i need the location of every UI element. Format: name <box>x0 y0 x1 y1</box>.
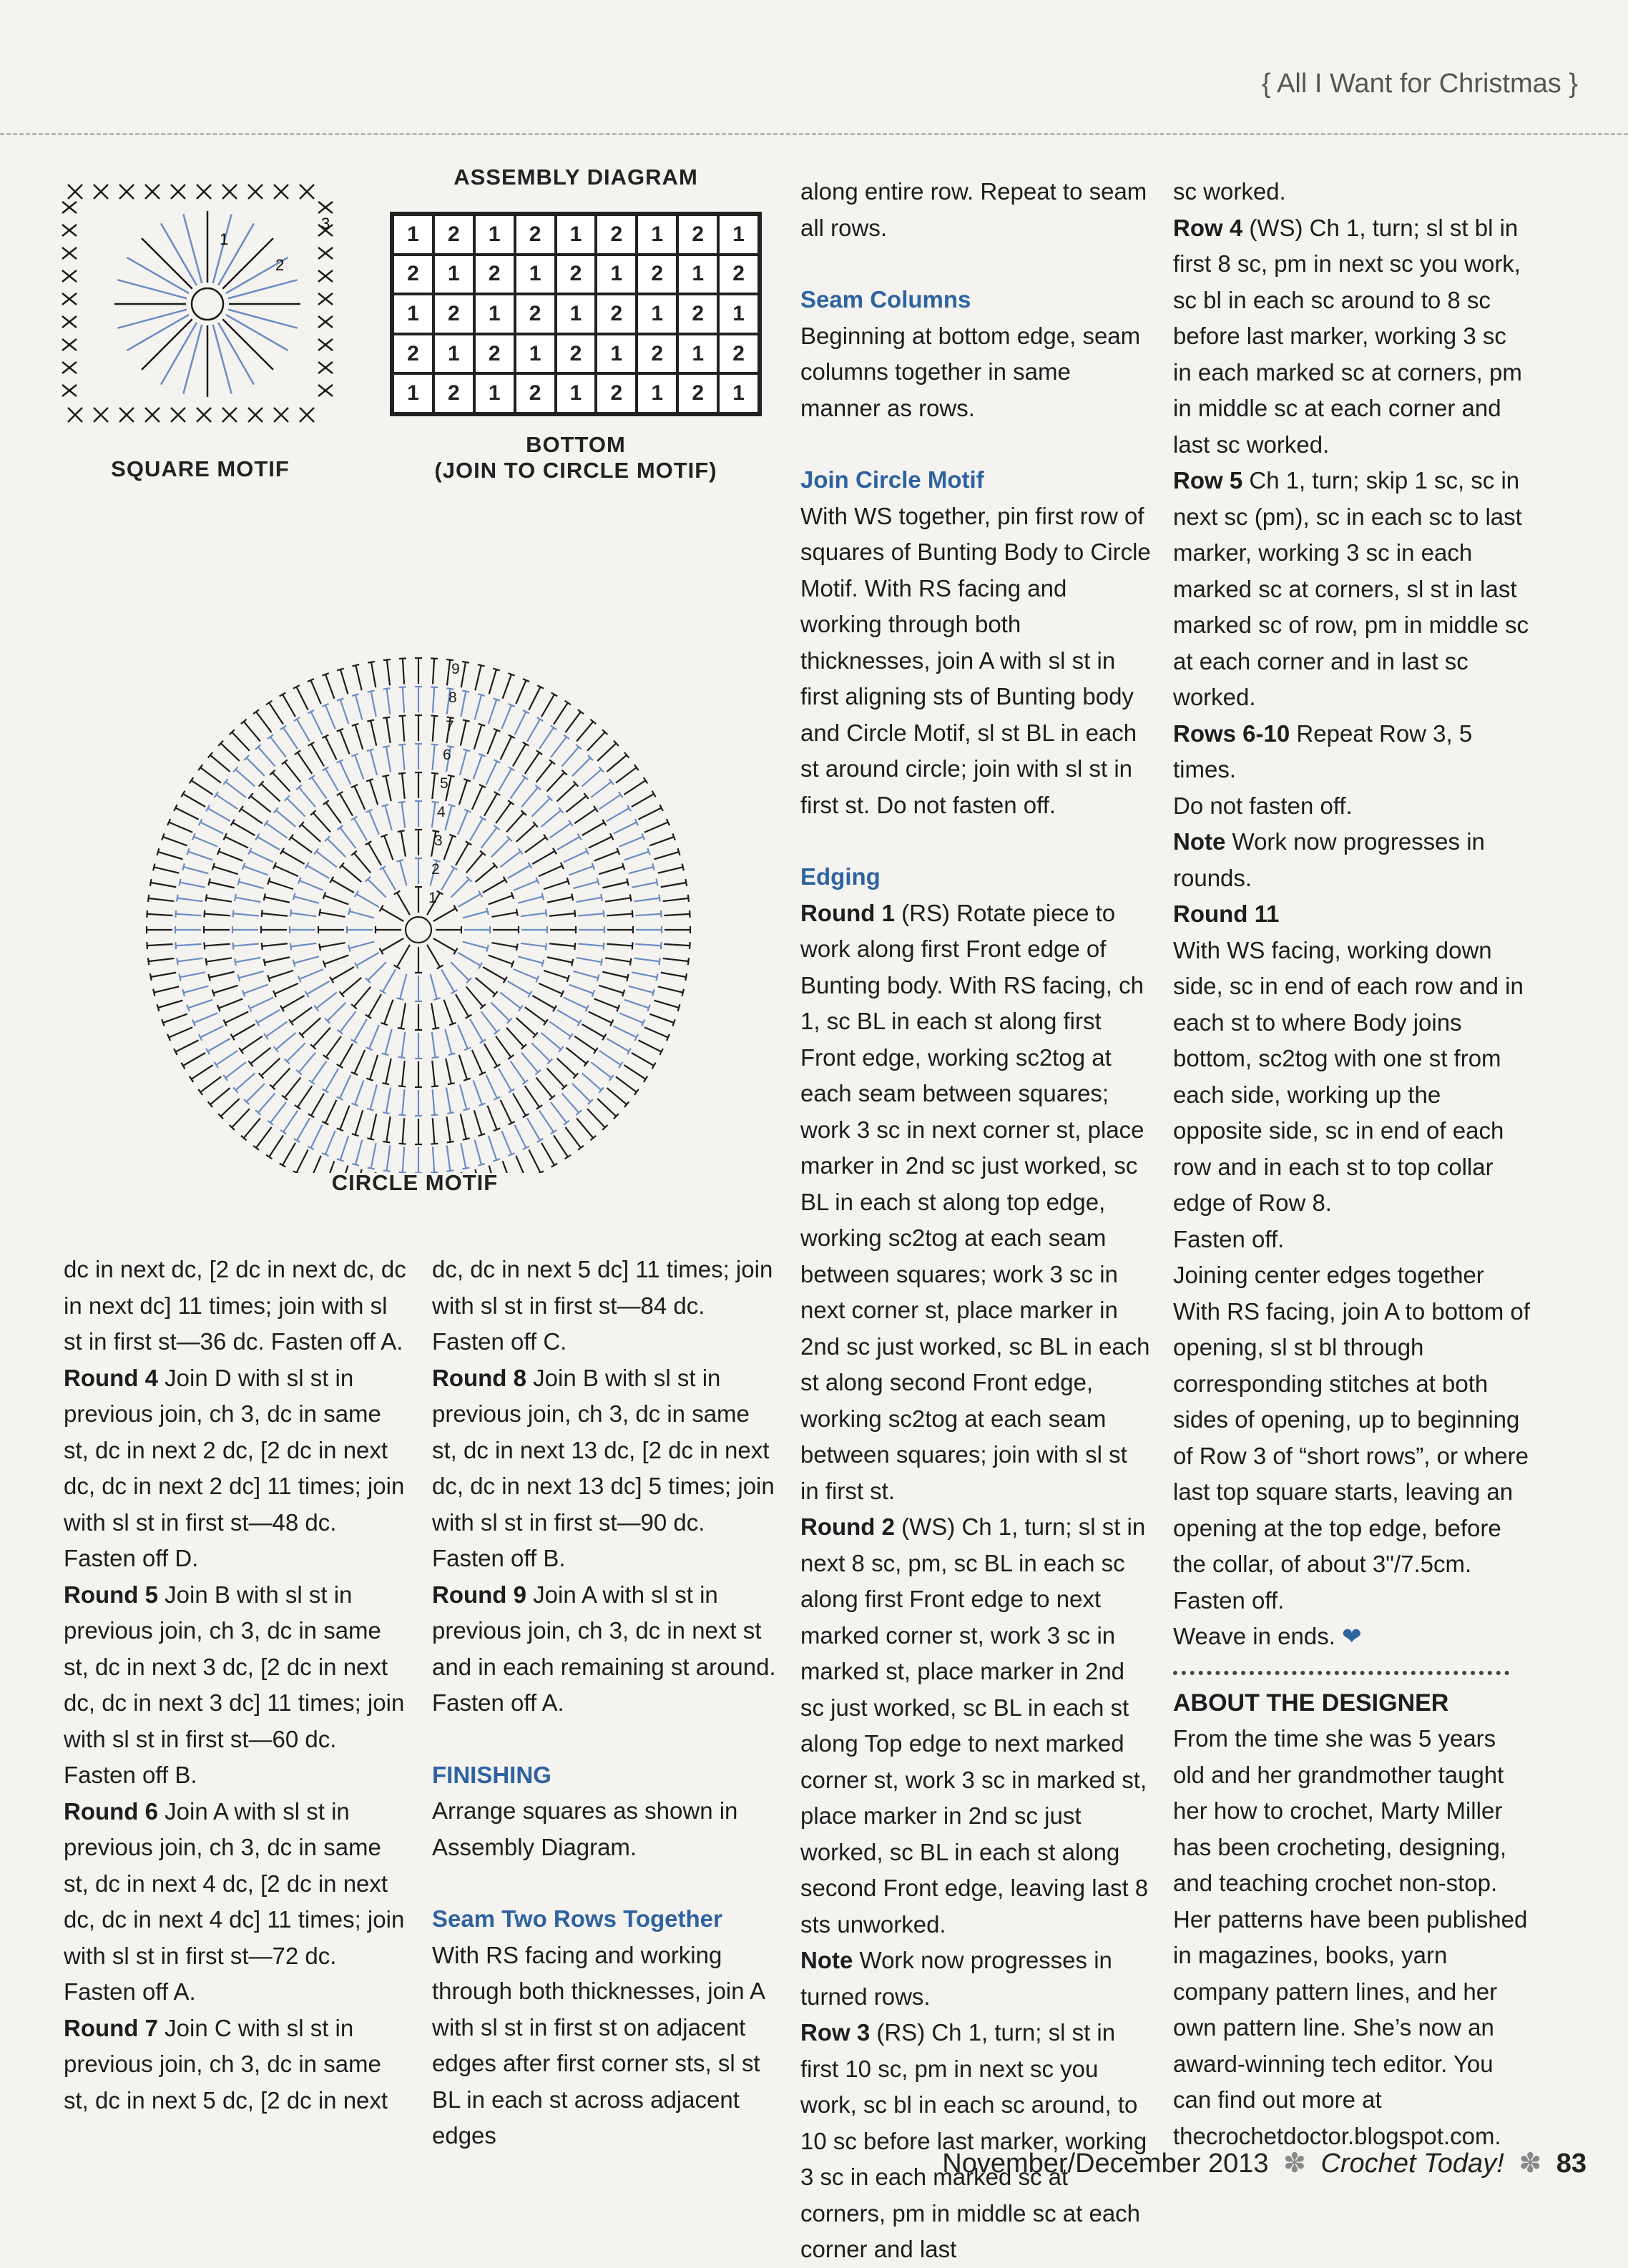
grid-cell: 2 <box>596 373 637 413</box>
grid-cell: 1 <box>393 215 433 255</box>
grid-cell: 2 <box>677 294 718 334</box>
about-designer-title: ABOUT THE DESIGNER <box>1173 1689 1449 1717</box>
instruction-text: Joining center edges together <box>1173 1262 1484 1288</box>
instruction-step <box>1173 463 1531 716</box>
grid-cell: 1 <box>718 373 759 413</box>
header-divider <box>0 133 1628 135</box>
grid-cell: 2 <box>433 215 474 255</box>
grid-cell: 1 <box>393 373 433 413</box>
step-text: (WS) Ch 1, turn; sl st bl in first 8 sc, pm in next sc you work, sc bl in each sc around to 8 sc before last marker, working 3 sc in each marked sc at corners, pm in middle sc at each corner and last sc worked. <box>1173 214 1522 458</box>
section-heading: Edging <box>800 863 881 890</box>
heart-icon: ❤ <box>1342 1623 1362 1649</box>
section-heading: FINISHING <box>432 1761 551 1788</box>
text-column-2 <box>432 1252 779 2154</box>
grid-cell: 2 <box>556 255 597 295</box>
grid-cell: 1 <box>474 294 515 334</box>
grid-cell: 1 <box>677 255 718 295</box>
square-round-2-number: 2 <box>275 256 285 274</box>
section-heading: Join Circle Motif <box>800 466 984 493</box>
bottom-join-label: (JOIN TO CIRCLE MOTIF) <box>434 458 717 483</box>
spacer <box>432 1865 779 1901</box>
grid-cell: 1 <box>556 294 597 334</box>
instruction-step <box>800 2015 1151 2268</box>
grid-cell: 1 <box>474 373 515 413</box>
circle-round-number: 4 <box>437 804 446 820</box>
spacer <box>800 823 1151 859</box>
step-label: Row 4 <box>1173 214 1243 241</box>
grid-cell: 1 <box>556 373 597 413</box>
flower-icon: ✽ <box>1519 2149 1542 2179</box>
grid-cell: 1 <box>515 255 556 295</box>
grid-cell: 2 <box>677 215 718 255</box>
instruction-step <box>800 1943 1151 2015</box>
instruction-text: Beginning at bottom edge, seam columns together in same manner as rows. <box>800 322 1141 421</box>
instruction-text: Fasten off. <box>1173 1586 1285 1614</box>
step-text: Weave in ends. <box>1173 1623 1343 1649</box>
grid-cell: 1 <box>718 215 759 255</box>
grid-cell: 2 <box>637 334 677 374</box>
step-label: Note <box>800 1947 853 1973</box>
grid-cell: 2 <box>718 255 759 295</box>
grid-cell: 1 <box>556 215 597 255</box>
step-label: Row 3 <box>800 2019 871 2046</box>
bottom-label: BOTTOM <box>526 432 626 457</box>
instruction-text: Do not fasten off. <box>1173 792 1353 819</box>
step-label: Round 8 <box>432 1364 526 1391</box>
grid-cell: 1 <box>637 373 677 413</box>
grid-cell: 1 <box>677 334 718 374</box>
grid-cell: 1 <box>596 334 637 374</box>
spacer <box>800 426 1151 462</box>
instruction-text: dc in next dc, [2 dc in next dc, dc in next dc] 11 times; join with sl st in first st—36 dc. Fasten off A. <box>64 1256 406 1355</box>
spacer <box>800 246 1151 282</box>
step-text: (WS) Ch 1, turn; sl st in next 8 sc, pm, sc BL in each sc along first Front edge to next marked corner st, work 3 sc in marked st, place marker in 2nd sc just worked, sc BL in each st along Top edge to next marked corner st, work 3 sc in marked st, place marker in 2nd sc just worked, sc BL in each st along second Front edge, leaving last 8 sts unworked. <box>800 1513 1149 1938</box>
text-column-4 <box>1173 174 1531 2154</box>
round-heading <box>1173 896 1531 933</box>
grid-cell: 2 <box>393 334 433 374</box>
grid-cell: 2 <box>393 255 433 295</box>
step-label: Rows 6-10 <box>1173 720 1290 747</box>
circle-round-number: 3 <box>434 833 443 849</box>
instruction-text: With RS facing, join A to bottom of opening, sl st bl through corresponding stitches at both sides of opening, up to beginning of Row 3 of “short rows”, or where last top square starts, leaving an opening at the top edge, before the collar, of about 3"/7.5cm. <box>1173 1297 1530 1577</box>
grid-cell: 2 <box>433 373 474 413</box>
text-column-1 <box>64 1252 411 2119</box>
instruction-text: With WS facing, working down side, sc in end of each row and in each st to where Body joins bottom, sc2tog with one st from each side, working up the opposite side, sc in end of each row and in each st to top collar edge of Row 8. <box>1173 936 1524 1216</box>
step-label: Round 6 <box>64 1797 158 1825</box>
square-round-1-number: 1 <box>220 230 229 248</box>
step-label: Round 4 <box>64 1364 158 1391</box>
circle-motif-label: CIRCLE MOTIF <box>331 1170 499 1195</box>
section-header: { All I Want for Christmas } <box>1261 69 1578 99</box>
instruction-step <box>1173 210 1531 463</box>
section-heading: Seam Two Rows Together <box>432 1905 722 1932</box>
grid-cell: 2 <box>596 215 637 255</box>
step-text: Ch 1, turn; skip 1 sc, sc in next sc (pm), sc in each sc to last marker, working 3 sc in each marked sc at corners, sl st in last marked sc of row, pm in middle sc at each corner and in last sc worked. <box>1173 467 1529 710</box>
step-label: Round 2 <box>800 1513 895 1540</box>
text-column-3 <box>800 174 1151 2268</box>
step-text: (RS) Rotate piece to work along first Front edge of Bunting body. With RS facing, ch 1, sc BL in each st along first Front edge, working sc2tog at each seam between squares; work 3 sc in next corner st, place marker in 2nd sc just worked, sc BL in each st along top edge, working sc2tog at each seam between squares; work 3 sc in next corner st, place marker in 2nd sc just worked, sc BL in each st along second Front edge, working sc2tog at each seam between squares; join with sl st in first st. <box>800 899 1150 1504</box>
step-text: Join A with sl st in previous join, ch 3, dc in same st, dc in next 4 dc, [2 dc in next dc, dc in next 4 dc] 11 times; join with sl st in first st—72 dc. Fasten off A. <box>64 1797 405 2005</box>
grid-cell: 1 <box>637 215 677 255</box>
about-divider <box>1173 1671 1509 1675</box>
instruction-step <box>1173 824 1531 896</box>
grid-cell: 2 <box>718 334 759 374</box>
circle-round-number: 9 <box>451 661 460 677</box>
instruction-step <box>800 1509 1151 1943</box>
instruction-step <box>64 1360 411 1577</box>
step-text: Join C with sl st in previous join, ch 3, dc in same st, dc in next 5 dc, [2 dc in next <box>64 2014 388 2114</box>
grid-cell: 2 <box>677 373 718 413</box>
grid-cell: 1 <box>596 255 637 295</box>
step-text: Work now progresses in turned rows. <box>800 1947 1112 2010</box>
grid-cell: 2 <box>515 215 556 255</box>
step-label: Note <box>1173 828 1226 855</box>
square-motif-label: SQUARE MOTIF <box>111 456 290 481</box>
flower-icon: ✽ <box>1283 2149 1306 2179</box>
instruction-text: sc worked. <box>1173 178 1286 205</box>
grid-cell: 1 <box>433 255 474 295</box>
step-label: Round 1 <box>800 899 895 926</box>
grid-cell: 1 <box>474 215 515 255</box>
grid-cell: 2 <box>637 255 677 295</box>
grid-cell: 1 <box>718 294 759 334</box>
final-step <box>1173 1619 1531 1655</box>
about-designer-text: From the time she was 5 years old and her grandmother taught her how to crochet, Marty Miller has been crocheting, designing, and teaching crochet non-stop. Her patterns have been published in magazines, books, yarn company pattern lines, and her own pattern line. She’s now an award-winning tech editor. You can find out more at thecrochetdoctor.blogspot.com. <box>1173 1725 1528 2149</box>
circle-round-number: 5 <box>440 775 448 792</box>
step-text: Join B with sl st in previous join, ch 3, dc in same st, dc in next 3 dc, [2 dc in next dc, dc in next 3 dc] 11 times; join with sl st in first st—60 dc. Fasten off B. <box>64 1581 405 1788</box>
step-label: Round 5 <box>64 1581 158 1608</box>
instruction-step <box>1173 716 1531 788</box>
instruction-text: Fasten off. <box>1173 1225 1285 1252</box>
square-round-3-number: 3 <box>321 215 330 232</box>
grid-cell: 2 <box>515 373 556 413</box>
magazine-name: Crochet Today! <box>1320 2149 1504 2179</box>
instruction-step <box>64 1794 411 2011</box>
assembly-grid <box>390 212 762 416</box>
step-text: Join A with sl st in previous join, ch 3, dc in next st and in each remaining st around. Fasten off A. <box>432 1581 776 1716</box>
instruction-text: dc, dc in next 5 dc] 11 times; join with sl st in first st—84 dc. Fasten off C. <box>432 1256 773 1355</box>
instruction-text: Arrange squares as shown in Assembly Diagram. <box>432 1797 738 1860</box>
grid-cell: 2 <box>556 334 597 374</box>
circle-round-number: 6 <box>443 747 451 763</box>
circle-motif-diagram <box>61 515 776 1173</box>
grid-cell: 1 <box>515 334 556 374</box>
grid-cell: 1 <box>393 294 433 334</box>
instruction-text: along entire row. Repeat to seam all rows. <box>800 178 1147 241</box>
spacer <box>432 1722 779 1757</box>
section-heading: Seam Columns <box>800 286 971 313</box>
circle-round-number: 1 <box>428 890 437 906</box>
step-text: Join D with sl st in previous join, ch 3, dc in same st, dc in next 2 dc, [2 dc in next dc, dc in next 2 dc] 11 times; join with sl st in first st—48 dc. Fasten off D. <box>64 1364 405 1571</box>
round-label: Round 11 <box>1173 900 1280 927</box>
instructions-continued <box>1173 174 1531 1655</box>
instruction-step <box>800 895 1151 1510</box>
step-text: Join B with sl st in previous join, ch 3, dc in same st, dc in next 13 dc, [2 dc in next dc, dc in next 13 dc] 5 times; join with sl st in first st—90 dc. Fasten off B. <box>432 1364 775 1571</box>
instruction-step <box>432 1577 779 1722</box>
grid-cell: 2 <box>596 294 637 334</box>
step-text: (RS) Ch 1, turn; sl st in first 10 sc, pm in next sc you work, sc bl in each sc around, to 10 sc before last marker, working 3 sc in each marked sc at corners, pm in middle sc at each corner and last <box>800 2019 1147 2262</box>
instruction-text: With RS facing and working through both thicknesses, join A with sl st in first st on adjacent edges after first corner sts, sl st BL in each st across adjacent edges <box>432 1941 765 2149</box>
grid-cell: 1 <box>637 294 677 334</box>
grid-cell: 1 <box>433 334 474 374</box>
step-label: Round 7 <box>64 2014 158 2041</box>
circle-round-number: 8 <box>448 689 457 706</box>
grid-cell: 2 <box>515 294 556 334</box>
step-text: Repeat Row 3, 5 times. <box>1173 720 1473 782</box>
instruction-text: With WS together, pin first row of squares of Bunting Body to Circle Motif. With RS facing and working through both thicknesses, join A with sl st in first aligning sts of Bunting body and Circle Motif, sl st BL in each st around circle; join with sl st in first st. Do not fasten off. <box>800 502 1151 818</box>
page-number: 83 <box>1556 2149 1587 2179</box>
square-motif-diagram <box>61 179 347 451</box>
instruction-step <box>432 1360 779 1577</box>
instruction-step <box>64 2011 411 2119</box>
step-label: Round 9 <box>432 1581 526 1608</box>
circle-round-number: 7 <box>446 718 454 735</box>
grid-cell: 2 <box>474 334 515 374</box>
grid-cell: 2 <box>474 255 515 295</box>
assembly-diagram-title: ASSEMBLY DIAGRAM <box>453 165 698 190</box>
step-label: Row 5 <box>1173 467 1243 494</box>
circle-round-number: 2 <box>431 861 440 878</box>
instruction-step <box>64 1577 411 1794</box>
page-footer <box>942 2147 1587 2179</box>
step-text: Work now progresses in rounds. <box>1173 828 1485 891</box>
issue-date: November/December 2013 <box>942 2149 1269 2179</box>
grid-cell: 2 <box>433 294 474 334</box>
